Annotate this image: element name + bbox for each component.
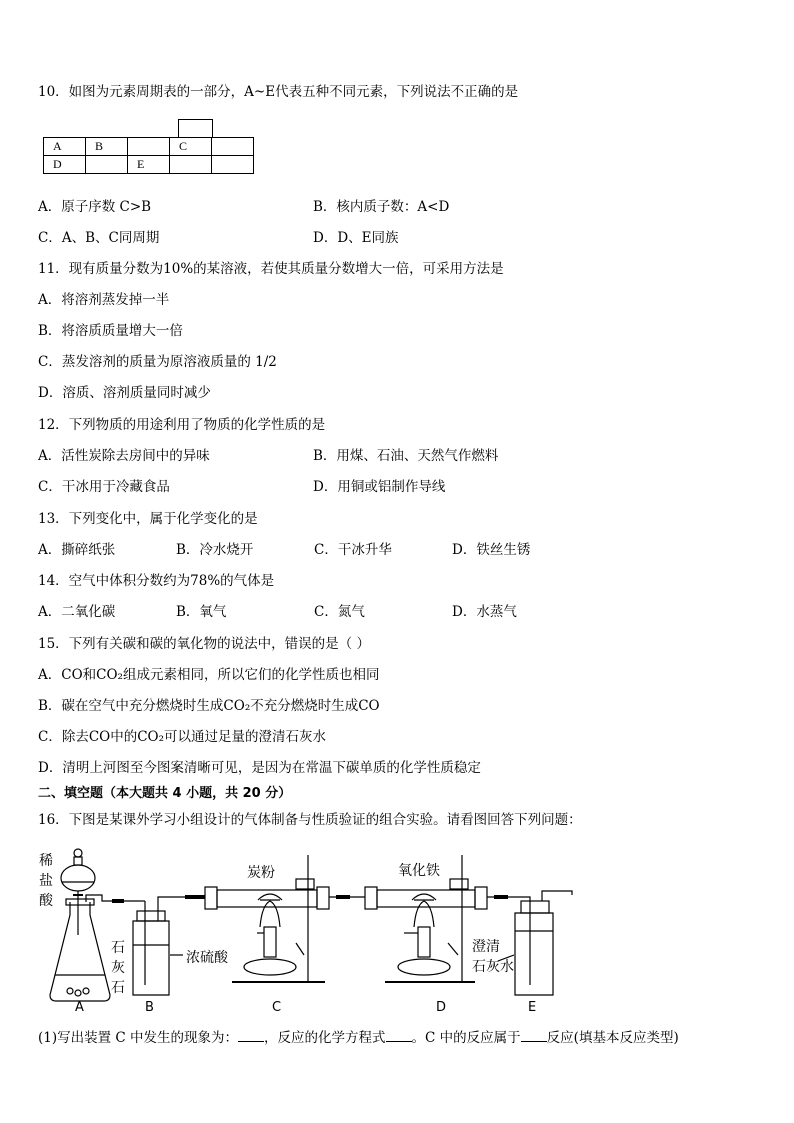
apparatus-e: [515, 891, 572, 995]
q15-option-c: C．除去CO中的CO₂可以通过足量的澄清石灰水: [38, 729, 327, 745]
q11-option-b: B．将溶质质量增大一倍: [38, 323, 183, 339]
pt-cell: E: [128, 156, 170, 174]
q10-option-b: B．核内质子数：A<D: [313, 199, 450, 215]
q11-option-a: A．将溶剂蒸发掉一半: [38, 292, 170, 308]
label-acid-1: 稀: [39, 853, 53, 869]
funnel-stopper: [74, 849, 82, 857]
label-b: B: [145, 1000, 154, 1015]
q14-option-b: B．氧气: [176, 604, 227, 620]
pt-cell: A: [44, 138, 86, 156]
bottle-e-stopper: [521, 901, 549, 913]
tube-d-stopper-right: [475, 887, 487, 909]
q14-option-a: A．二氧化碳: [38, 604, 116, 620]
pt-cell: [128, 138, 170, 156]
stand-c-ring: [296, 943, 304, 955]
q10-stem: 10．如图为元素周期表的一部分，A~E代表五种不同元素，下列说法不正确的是: [38, 84, 519, 100]
apparatus-b: [133, 897, 200, 995]
q12-stem: 12．下列物质的用途利用了物质的化学性质的是: [38, 417, 326, 433]
answer-blank-3[interactable]: [521, 1029, 547, 1042]
stone-1: [67, 988, 73, 994]
iron-oxide: [412, 894, 436, 900]
q11-option-c: C．蒸发溶剂的质量为原溶液质量的 1/2: [38, 354, 277, 370]
q14-option-d: D．水蒸气: [452, 604, 517, 620]
q13-option-c: C．干冰升华: [314, 542, 392, 558]
stand-d-clamp: [450, 879, 468, 889]
flame-d: [414, 901, 434, 927]
burner-d-body: [418, 927, 430, 957]
tube-c-stopper-left: [205, 887, 217, 909]
q16-sub1-part2: ，反应的化学方程式: [264, 1030, 386, 1046]
q11-option-d: D．溶质、溶剂质量同时减少: [38, 385, 211, 401]
q15-option-b: B．碳在空气中充分燃烧时生成CO₂不充分燃烧时生成CO: [38, 698, 380, 714]
pt-cell: [212, 156, 254, 174]
stone-2: [75, 990, 81, 996]
tube-d-stopper-left: [365, 887, 377, 909]
q10-option-a: A．原子序数 C>B: [38, 199, 152, 215]
q12-option-a: A．活性炭除去房间中的异味: [38, 448, 210, 464]
q13-option-b: B．冷水烧开: [176, 542, 254, 558]
q13-stem: 13．下列变化中，属于化学变化的是: [38, 511, 258, 527]
q16-sub1-part4: 反应(填基本反应类型): [546, 1030, 679, 1046]
label-e: E: [528, 1000, 537, 1015]
label-stone-2: 灰: [111, 960, 125, 976]
q12-option-c: C．干冰用于冷藏食品: [38, 479, 170, 495]
label-acid-3: 酸: [39, 893, 53, 909]
apparatus-a: [50, 849, 110, 1001]
burner-d-base: [398, 959, 450, 975]
q13-option-d: D．铁丝生锈: [452, 542, 531, 558]
tube-c-glass: [217, 890, 317, 907]
bottle-b: [133, 921, 169, 995]
burner-c-body: [264, 927, 276, 957]
stand-c-clamp: [296, 879, 314, 889]
pt-cell: [170, 156, 212, 174]
pt-cell: D: [44, 156, 86, 174]
stand-d-ring: [448, 943, 458, 955]
label-stone-1: 石: [111, 940, 125, 956]
pt-cell: C: [170, 138, 212, 156]
q12-option-b: B．用煤、石油、天然气作燃料: [313, 448, 499, 464]
conical-flask: [50, 902, 110, 1001]
bottle-e: [515, 913, 553, 995]
label-acid-2: 盐: [39, 873, 53, 889]
bottle-e-outlet: [542, 891, 572, 901]
label-c: C: [272, 1000, 282, 1015]
carbon-powder: [258, 894, 282, 900]
q13-option-a: A．撕碎纸张: [38, 542, 116, 558]
label-a: A: [75, 1000, 84, 1015]
q13-options: [38, 541, 590, 559]
label-limewater-1: 澄清: [472, 939, 500, 955]
burner-c-base: [244, 959, 296, 975]
periodic-table-top-cell: [178, 119, 213, 137]
periodic-table: [43, 137, 254, 174]
label-stone-3: 石: [111, 980, 125, 996]
q16-sub1-part3: 。C 中的反应属于: [411, 1030, 521, 1046]
label-d: D: [436, 1000, 447, 1015]
q10-option-c: C．A、B、C同周期: [38, 230, 160, 246]
tube-c-stopper-right: [317, 887, 329, 909]
label-carbon: 炭粉: [247, 865, 275, 881]
label-limewater-2: 石灰水: [472, 959, 514, 975]
section-heading: 二、填空题（本大题共 4 小题，共 20 分）: [38, 786, 292, 801]
answer-blank-1[interactable]: [238, 1029, 264, 1042]
periodic-row-1: [44, 138, 254, 156]
answer-blank-2[interactable]: [386, 1029, 412, 1042]
label-sulfuric: 浓硫酸: [186, 950, 228, 966]
q14-stem: 14．空气中体积分数约为78%的气体是: [38, 573, 275, 589]
q10-option-d: D．D、E同族: [313, 230, 399, 246]
q16-sub1: [38, 1029, 679, 1047]
apparatus-diagram: [0, 835, 794, 1025]
q15-option-d: D．清明上河图至今图案清晰可见，是因为在常温下碳单质的化学性质稳定: [38, 760, 481, 776]
tube-d-glass: [377, 890, 475, 907]
q16-sub1-part1: (1)写出装置 C 中发生的现象为：: [38, 1030, 239, 1046]
q16-stem: 16．下图是某课外学习小组设计的气体制备与性质验证的组合实验。请看图回答下列问题：: [38, 812, 582, 828]
q15-stem: 15．下列有关碳和碳的氧化物的说法中，错误的是（ ）: [38, 636, 370, 652]
periodic-row-2: [44, 156, 254, 174]
q14-option-c: C．氮气: [314, 604, 365, 620]
pt-cell: [212, 138, 254, 156]
pt-cell: B: [86, 138, 128, 156]
q15-option-a: A．CO和CO₂组成元素相同，所以它们的化学性质也相同: [38, 667, 380, 683]
funnel-neck: [74, 857, 82, 865]
q11-stem: 11．现有质量分数为10%的某溶液，若使其质量分数增大一倍，可采用方法是: [38, 261, 504, 277]
funnel-bulb: [61, 865, 95, 891]
label-iron-oxide: 氧化铁: [398, 863, 440, 879]
bottle-b-stopper: [137, 911, 165, 921]
pt-cell: [86, 156, 128, 174]
flame-c: [260, 901, 280, 927]
q14-options: [38, 603, 590, 621]
q12-option-d: D．用铜或铝制作导线: [313, 479, 446, 495]
stone-3: [83, 988, 89, 994]
bottle-b-outlet: [158, 897, 200, 921]
